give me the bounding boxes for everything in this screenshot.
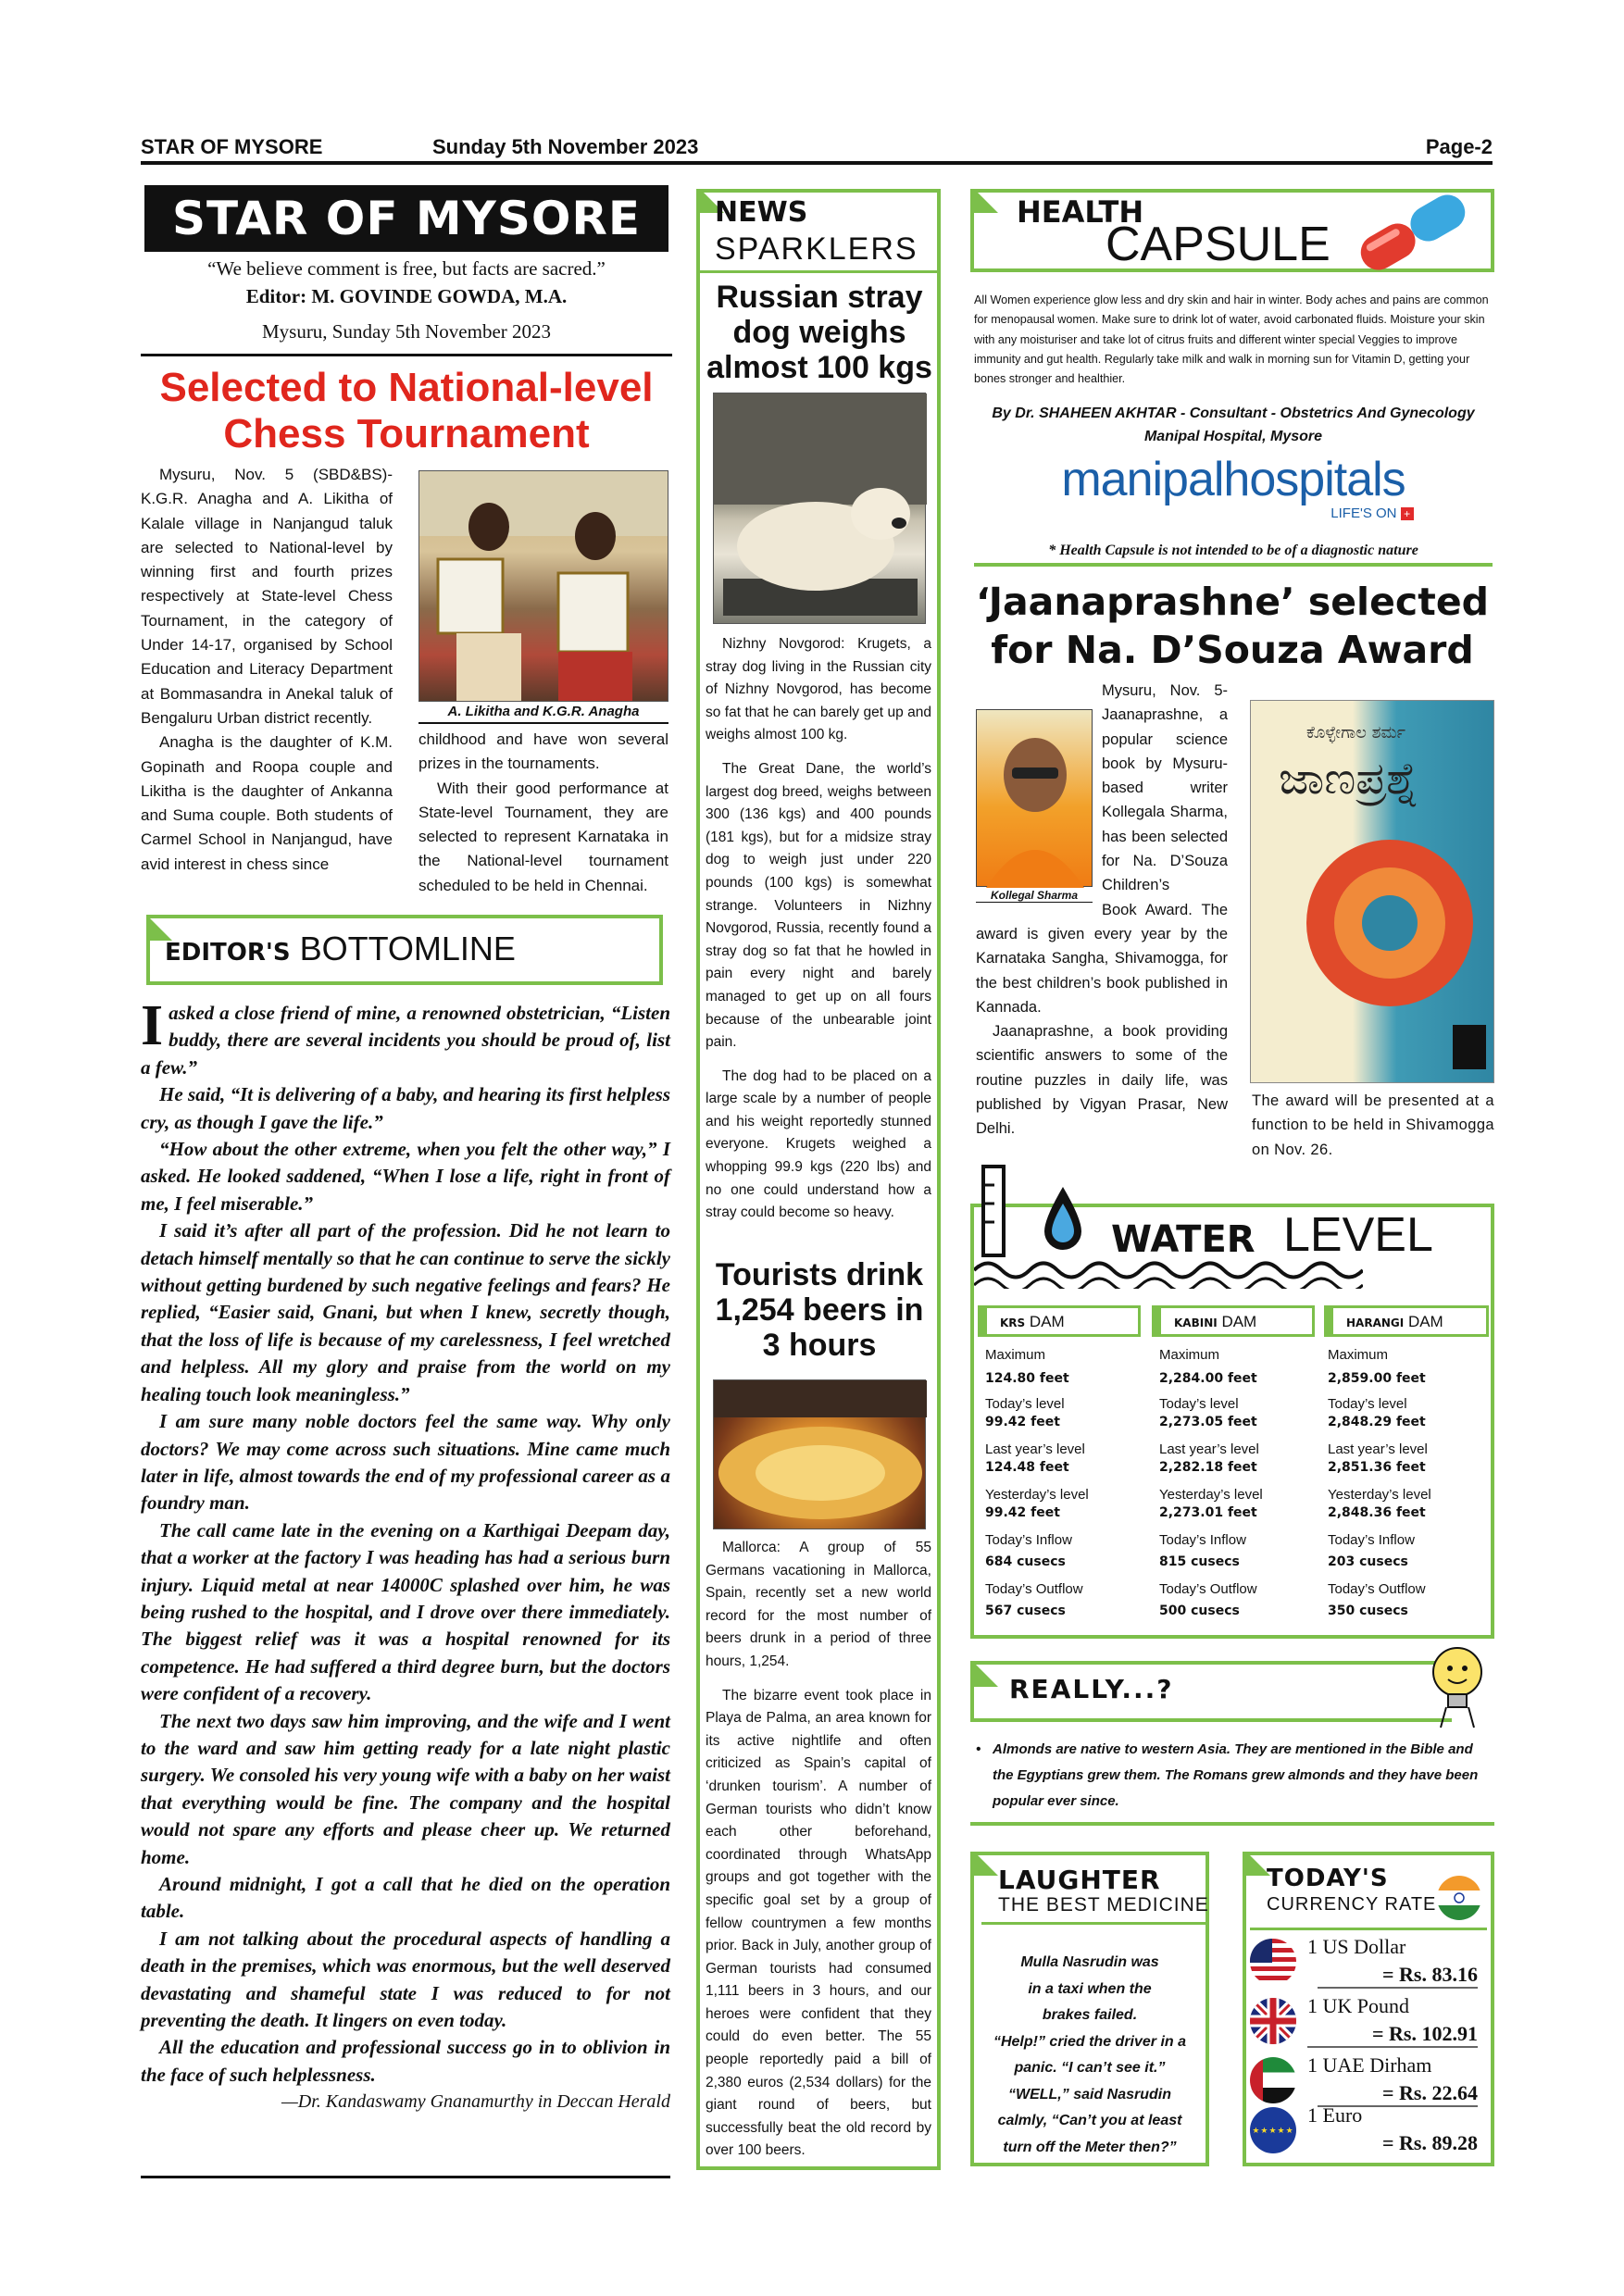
manipal-logo-tagline: LIFE'S ON xyxy=(1330,505,1397,521)
dam-value: 2,273.01 feet xyxy=(1159,1504,1257,1520)
dam-value: 2,859.00 feet xyxy=(1328,1370,1426,1386)
jaanaprashne-headline xyxy=(970,578,1494,674)
dog-headline: Russian stray dog weighs almost 100 kgs xyxy=(706,280,932,385)
dog-body xyxy=(706,633,931,1225)
health-title-bold: HEALTH xyxy=(1017,194,1144,230)
chess-body-right xyxy=(418,728,668,898)
really-title: REALLY...? xyxy=(1009,1674,1174,1704)
health-byline xyxy=(974,402,1493,448)
masthead-editor: Editor: M. GOVINDE GOWDA, M.A. xyxy=(245,285,568,307)
jaanaprashne-book-cover xyxy=(1250,700,1494,1083)
bottomline-drop-cap: I xyxy=(141,994,164,1057)
chess-headline xyxy=(141,365,672,457)
dam-column-kabini xyxy=(1159,1344,1328,1622)
manipal-logo xyxy=(974,454,1493,521)
bottomline-rule xyxy=(141,2176,670,2178)
usa-flag-icon xyxy=(1250,1939,1296,1985)
currency-name: 1 Euro xyxy=(1307,2103,1363,2127)
currency-title-light: CURRENCY RATE xyxy=(1267,1894,1437,1915)
jaanaprashne-intro-block xyxy=(976,679,1228,1142)
jaanaprashne-book-caption: The award will be presented at a function to be held in Shivamogga on Nov. 26. xyxy=(1252,1092,1494,1158)
dam-value: 815 cusecs xyxy=(1159,1554,1240,1569)
dam-label: Last year’s level xyxy=(985,1441,1085,1457)
bottomline-paragraph: He said, “It is delivering of a baby, and hearing its first helpless cry, as though I gave the life.” xyxy=(141,1083,670,1133)
plus-icon: + xyxy=(1401,507,1414,520)
dam-label: Today’s Outflow xyxy=(1328,1581,1426,1597)
uk-flag-icon xyxy=(1250,1998,1296,2044)
jaanaprashne-photo-space xyxy=(976,679,1102,910)
chess-headline-line-2: Chess Tournament xyxy=(223,411,590,456)
dam-value: 124.48 feet xyxy=(985,1459,1069,1475)
dam-value: 567 cusecs xyxy=(985,1603,1066,1618)
bullet-icon: • xyxy=(976,1741,981,1757)
dam-name-bold: KRS xyxy=(1000,1316,1026,1329)
sparklers-rule xyxy=(700,270,937,273)
joke-line: brakes failed. xyxy=(1042,2007,1138,2023)
bottomline-paragraph: I am not talking about the procedural aspects of handling a death in the premises, which was enormous, but the well deserved devastating and shameful state I was reduced to for not preventing the death. It lingers on even today. xyxy=(141,1927,670,2032)
dam-value: 684 cusecs xyxy=(985,1554,1066,1569)
dam-label: Maximum xyxy=(985,1347,1046,1363)
joke-line: in a taxi when the xyxy=(1028,1980,1152,1997)
running-header xyxy=(141,133,1493,165)
dam-value: 2,848.29 feet xyxy=(1328,1414,1426,1429)
really-corner-icon xyxy=(974,1650,1011,1687)
chess-paragraph: With their good performance at State-level Tournament, they are selected to represent Karnataka in the National-level tournament scheduled to be held in Chennai. xyxy=(418,779,668,894)
chess-body-left xyxy=(141,463,393,877)
dam-name-rest: DAM xyxy=(1025,1313,1065,1330)
chess-winners-photo xyxy=(418,470,668,702)
dam-value: 500 cusecs xyxy=(1159,1603,1240,1618)
bottomline-paragraph: asked a close friend of mine, a renowned obstetrician, “Listen buddy, there are several incidents you should be proud of, list a few.” xyxy=(141,1002,670,1079)
health-byline-author: By Dr. SHAHEEN AKHTAR - Consultant - Obstetrics And Gynecology xyxy=(992,406,1475,421)
health-body: All Women experience glow less and dry skin and hair in winter. Body aches and pains are common for menopausal women. Make sure to drink lot of water, avoid carbonated fluids. Moisture your skin with any moisturiser and take lot of citrus fruits and different winter special Veggies to improve immunity and gut health. Regularly take milk and walk in morning sun for Vitamin D, getting your bones stronger and healthier. xyxy=(974,293,1489,386)
running-header-page: Page-2 xyxy=(1425,135,1493,158)
laughter-joke xyxy=(974,1950,1206,2161)
dam-name-rest: DAM xyxy=(1217,1313,1257,1330)
dam-header-kabini xyxy=(1152,1305,1315,1337)
lightbulb-icon xyxy=(1422,1639,1493,1731)
really-fact: Almonds are native to western Asia. They are mentioned in the Bible and the Egyptians grew them. The Romans grew almonds and they have been popular ever since. xyxy=(993,1741,1479,1809)
joke-line: calmly, “Can’t you at least xyxy=(997,2113,1182,2128)
jaanaprashne-intro: Mysuru, Nov. 5- Jaanaprashne, a popular science book by Mysuru-based writer Kollegala Sharma, has been selected for Na. D’Souza Children’s xyxy=(1102,682,1228,894)
dam-label: Last year’s level xyxy=(1328,1441,1428,1457)
chess-paragraph: Mysuru, Nov. 5 (SBD&BS)- K.G.R. Anagha and A. Likitha of Kalale village in Nanjangud taluk are selected to National-level by winning first and fourth prizes respectively at State-level Chess Tournament, in the category of Under 14-17, organised by School Education and Literacy Department at Bommasandra in Anekal taluk of Bengaluru Urban district recently. xyxy=(141,466,393,727)
dam-label: Today’s level xyxy=(1328,1396,1407,1412)
capsule-pill-icon xyxy=(1339,191,1487,274)
chess-photo-caption: A. Likitha and K.G.R. Anagha xyxy=(418,704,668,724)
svg-text:ಕೊಳ್ಳೇಗಾಲ ಶರ್ಮ: ಕೊಳ್ಳೇಗಾಲ ಶರ್ಮ xyxy=(1306,723,1405,742)
currency-row-aed xyxy=(1250,2053,1483,2111)
laughter-rule xyxy=(981,1922,1206,1925)
health-title-light: CAPSULE xyxy=(1106,218,1330,271)
dam-label: Today’s Outflow xyxy=(985,1581,1083,1597)
running-header-paper: STAR OF MYSORE xyxy=(141,135,323,158)
dam-label: Last year’s level xyxy=(1159,1441,1259,1457)
laughter-title-bold: LAUGHTER xyxy=(998,1865,1161,1895)
currency-rate: = Rs. 89.28 xyxy=(1382,2131,1478,2154)
masthead-rule xyxy=(141,354,672,356)
health-byline-hospital: Manipal Hospital, Mysore xyxy=(1143,429,1323,444)
chess-headline-line-1: Selected to National-level xyxy=(159,365,654,410)
beer-headline: Tourists drink 1,254 beers in 3 hours xyxy=(715,1257,924,1363)
bottomline-body xyxy=(141,994,670,2116)
dog-paragraph: Nizhny Novgorod: Krugets, a stray dog living in the Russian city of Nizhny Novgorod, has become so fat that he can barely get up and weighs almost 100 kg. xyxy=(706,636,931,743)
india-flag-icon xyxy=(1435,1874,1483,1922)
currency-rate: = Rs. 102.91 xyxy=(1307,2022,1478,2048)
joke-line: panic. “I can’t see it.” xyxy=(1014,2060,1166,2076)
currency-row-usd xyxy=(1250,1935,1483,1992)
sparklers-title-bold: NEWS xyxy=(715,196,808,229)
bottomline-paragraph: All the education and professional success go in to oblivion in the face of such helplessness. xyxy=(141,2036,670,2086)
beer-paragraph: The bizarre event took place in Playa de Palma, an area known for its active nightlife and often criticized as Spain’s capital of ‘drunken tourism’. A number of German tourists who didn’t know each other beforehand, coordinated through WhatsApp groups and got together with the specific goal set by a group of fellow countrymen a few months prior. Back in July, another group of German tourists had consumed 1,111 beers in 3 hours, and our heroes were confident that they could do even better. The 55 people reportedly paid a bill of 2,380 euros (2,534 dollars) for the giant round of beers, but successfully beat the old record by over 100 beers. xyxy=(706,1687,931,2159)
kollegal-sharma-caption: Kollegal Sharma xyxy=(976,889,1093,903)
really-body xyxy=(970,1737,1494,1826)
health-disclaimer: * Health Capsule is not intended to be of a diagnostic nature xyxy=(974,543,1493,567)
jaanaprashne-headline-line-2: for Na. D’Souza Award xyxy=(991,628,1474,672)
beer-paragraph: Mallorca: A group of 55 Germans vacationing in Mallorca, Spain, recently set a new world record for the most number of beers drunk in a period of three hours, 1,254. xyxy=(706,1540,931,1669)
bottomline-paragraph: I am sure many noble doctors feel the same way. Why only doctors? We may come across such situations. Mine came much later in life, almost towards the end of my professional career as a foundry man. xyxy=(141,1410,670,1515)
running-header-date: Sunday 5th November 2023 xyxy=(432,135,699,158)
sparklers-title-light: SPARKLERS xyxy=(715,231,918,267)
jaanaprashne-body: Book Award. The award is given every year by the Karnataka Sangha, Shivamogga, for the best children’s book published in Kannada. xyxy=(976,901,1228,1016)
currency-rule xyxy=(1250,1928,1487,1930)
currency-row-eur xyxy=(1250,2103,1483,2161)
uae-flag-icon xyxy=(1250,2057,1296,2103)
bottomline-signature: —Dr. Kandaswamy Gnanamurthy in Deccan Herald xyxy=(281,2091,670,2113)
dam-label: Yesterday’s level xyxy=(1159,1487,1263,1503)
dam-column-harangi xyxy=(1328,1344,1496,1622)
dog-paragraph: The dog had to be placed on a large scale by a number of people and his weight reportedly stunned everyone. Krugets weighed a whopping 99.9 kgs (220 lbs) and no one could understand how a stray could become so heavy. xyxy=(706,1067,931,1221)
currency-row-gbp xyxy=(1250,1994,1483,2052)
bottomline-label-bold: EDITOR'S xyxy=(165,939,291,967)
chess-paragraph: Anagha is the daughter of K.M. Gopinath and Roopa couple and Likitha is the daughter of Ankanna and Suma couple. Both students of Carmel School in Nanjangud, have avid interest in chess since xyxy=(141,733,393,873)
currency-rate: = Rs. 83.16 xyxy=(1318,1963,1478,1989)
dam-label: Maximum xyxy=(1328,1347,1389,1363)
dog-photo xyxy=(713,393,926,624)
joke-line: Mulla Nasrudin was xyxy=(1020,1954,1159,1970)
dam-label: Today’s level xyxy=(985,1396,1065,1412)
dam-name-rest: DAM xyxy=(1404,1313,1443,1330)
currency-title-bold: TODAY'S xyxy=(1267,1865,1389,1892)
dam-label: Today’s Inflow xyxy=(1328,1532,1415,1548)
masthead-title: STAR OF MYSORE xyxy=(144,185,668,252)
beer-body xyxy=(706,1537,931,2163)
currency-name: 1 UK Pound xyxy=(1307,1994,1410,2017)
eu-flag-icon: ★★★★★ xyxy=(1250,2107,1296,2153)
dam-value: 2,851.36 feet xyxy=(1328,1459,1426,1475)
dam-label: Yesterday’s level xyxy=(985,1487,1089,1503)
dam-value: 2,284.00 feet xyxy=(1159,1370,1257,1386)
currency-rate: = Rs. 22.64 xyxy=(1318,2081,1478,2107)
bottomline-paragraph: I said it’s after all part of the profession. Did he not learn to detach himself mentally so that he can continue to serve the sickly without getting burdened by such negative feelings and fears? He replied, “Easier said, Gnani, but when I knew, secretly though, that the loss of life is because of my carelessness, I feel wretched and helpless. All my glory and praise from the world on my healing touch look meaningless.” xyxy=(141,1219,670,1405)
chess-paragraph: childhood and have won several prizes in the tournaments. xyxy=(418,730,668,773)
dam-label: Today’s Outflow xyxy=(1159,1581,1257,1597)
dam-value: 2,848.36 feet xyxy=(1328,1504,1426,1520)
water-title-bold: WATER xyxy=(1111,1218,1255,1261)
bottomline-paragraph: The next two days saw him improving, and the wife and I went to the ward and saw him getting ready for a late night plastic surgery. We consoled his very young wife with a baby on her waist that everything would be fine. The company and the hospital would not spare any efforts and please cheer up. We returned home. xyxy=(141,1709,670,1868)
bottomline-label-rest: BOTTOMLINE xyxy=(290,930,516,967)
dam-label: Today’s level xyxy=(1159,1396,1239,1412)
joke-line: turn off the Meter then?” xyxy=(1003,2139,1177,2155)
jaanaprashne-headline-line-1: ‘Jaanaprashne’ selected xyxy=(976,580,1489,624)
dam-value: 203 cusecs xyxy=(1328,1554,1408,1569)
dam-label: Yesterday’s level xyxy=(1328,1487,1431,1503)
laughter-title-light: THE BEST MEDICINE xyxy=(998,1894,1209,1915)
dam-value: 2,273.05 feet xyxy=(1159,1414,1257,1429)
bottomline-label xyxy=(165,930,516,968)
dam-value: 99.42 feet xyxy=(985,1504,1060,1520)
masthead-motto: “We believe comment is free, but facts are sacred.” xyxy=(207,257,606,280)
dam-value: 350 cusecs xyxy=(1328,1603,1408,1618)
dam-name-bold: KABINI xyxy=(1174,1316,1218,1329)
dam-name-bold: HARANGI xyxy=(1346,1316,1405,1329)
dam-label: Maximum xyxy=(1159,1347,1220,1363)
bottomline-paragraph: The call came late in the evening on a Karthigai Deepam day, that a worker at the factory I was heading has had a serious burn injury. Liquid metal at near 14000C splashed over him, he was being rushed to the hospital, and I drove over there immediately. The biggest relief was it was a hospital renowned for its competence. He had suffered a third degree burn, but the doctors were confident of a recovery. xyxy=(141,1518,670,1705)
manipal-logo-text: manipalhospitals xyxy=(1061,453,1405,506)
jaanaprashne-body-2: Jaanaprashne, a book providing scientific answers to some of the routine puzzles in daily life, was published by Vigyan Prasar, New Delhi. xyxy=(976,1023,1228,1138)
svg-text:ಜಾಣಪ್ರಶ್ನೆ: ಜಾಣಪ್ರಶ್ನೆ xyxy=(1279,753,1418,805)
dog-paragraph: The Great Dane, the world’s largest dog breed, weighs between 300 (136 kgs) and 400 pounds (181 kgs), but for a midsize stray dog to weigh just under 220 pounds (100 kgs) is somewhat strange. Volunteers in Nizhny Novgorod, Russia, recently found a stray dog so fat that he howled in pain every night and barely managed to get up on all fours because of the unbearable joint pain. xyxy=(706,760,931,1051)
dam-header-harangi xyxy=(1324,1305,1489,1337)
bottomline-paragraph: Around midnight, I got a call that he died on the operation table. xyxy=(141,1873,670,1923)
dam-header-krs xyxy=(978,1305,1141,1337)
health-corner-icon xyxy=(974,176,1011,213)
currency-name: 1 UAE Dirham xyxy=(1307,2053,1432,2077)
masthead-dateline: Mysuru, Sunday 5th November 2023 xyxy=(261,320,552,343)
dam-value: 124.80 feet xyxy=(985,1370,1069,1386)
dam-column-krs xyxy=(985,1344,1154,1622)
joke-line: “Help!” cried the driver in a xyxy=(993,2033,1187,2050)
dam-label: Today’s Inflow xyxy=(985,1532,1072,1548)
water-title-light: LEVEL xyxy=(1283,1208,1433,1262)
dam-value: 99.42 feet xyxy=(985,1414,1060,1429)
dam-label: Today’s Inflow xyxy=(1159,1532,1246,1548)
joke-line: “WELL,” said Nasrudin xyxy=(1007,2086,1171,2103)
beer-photo xyxy=(713,1379,926,1529)
bottomline-paragraph: “How about the other extreme, when you felt the other way,” I asked. He looked saddened, “When I lose a life, right in front of me, I feel miserable.” xyxy=(141,1138,670,1215)
dam-value: 2,282.18 feet xyxy=(1159,1459,1257,1475)
currency-name: 1 US Dollar xyxy=(1307,1935,1406,1958)
